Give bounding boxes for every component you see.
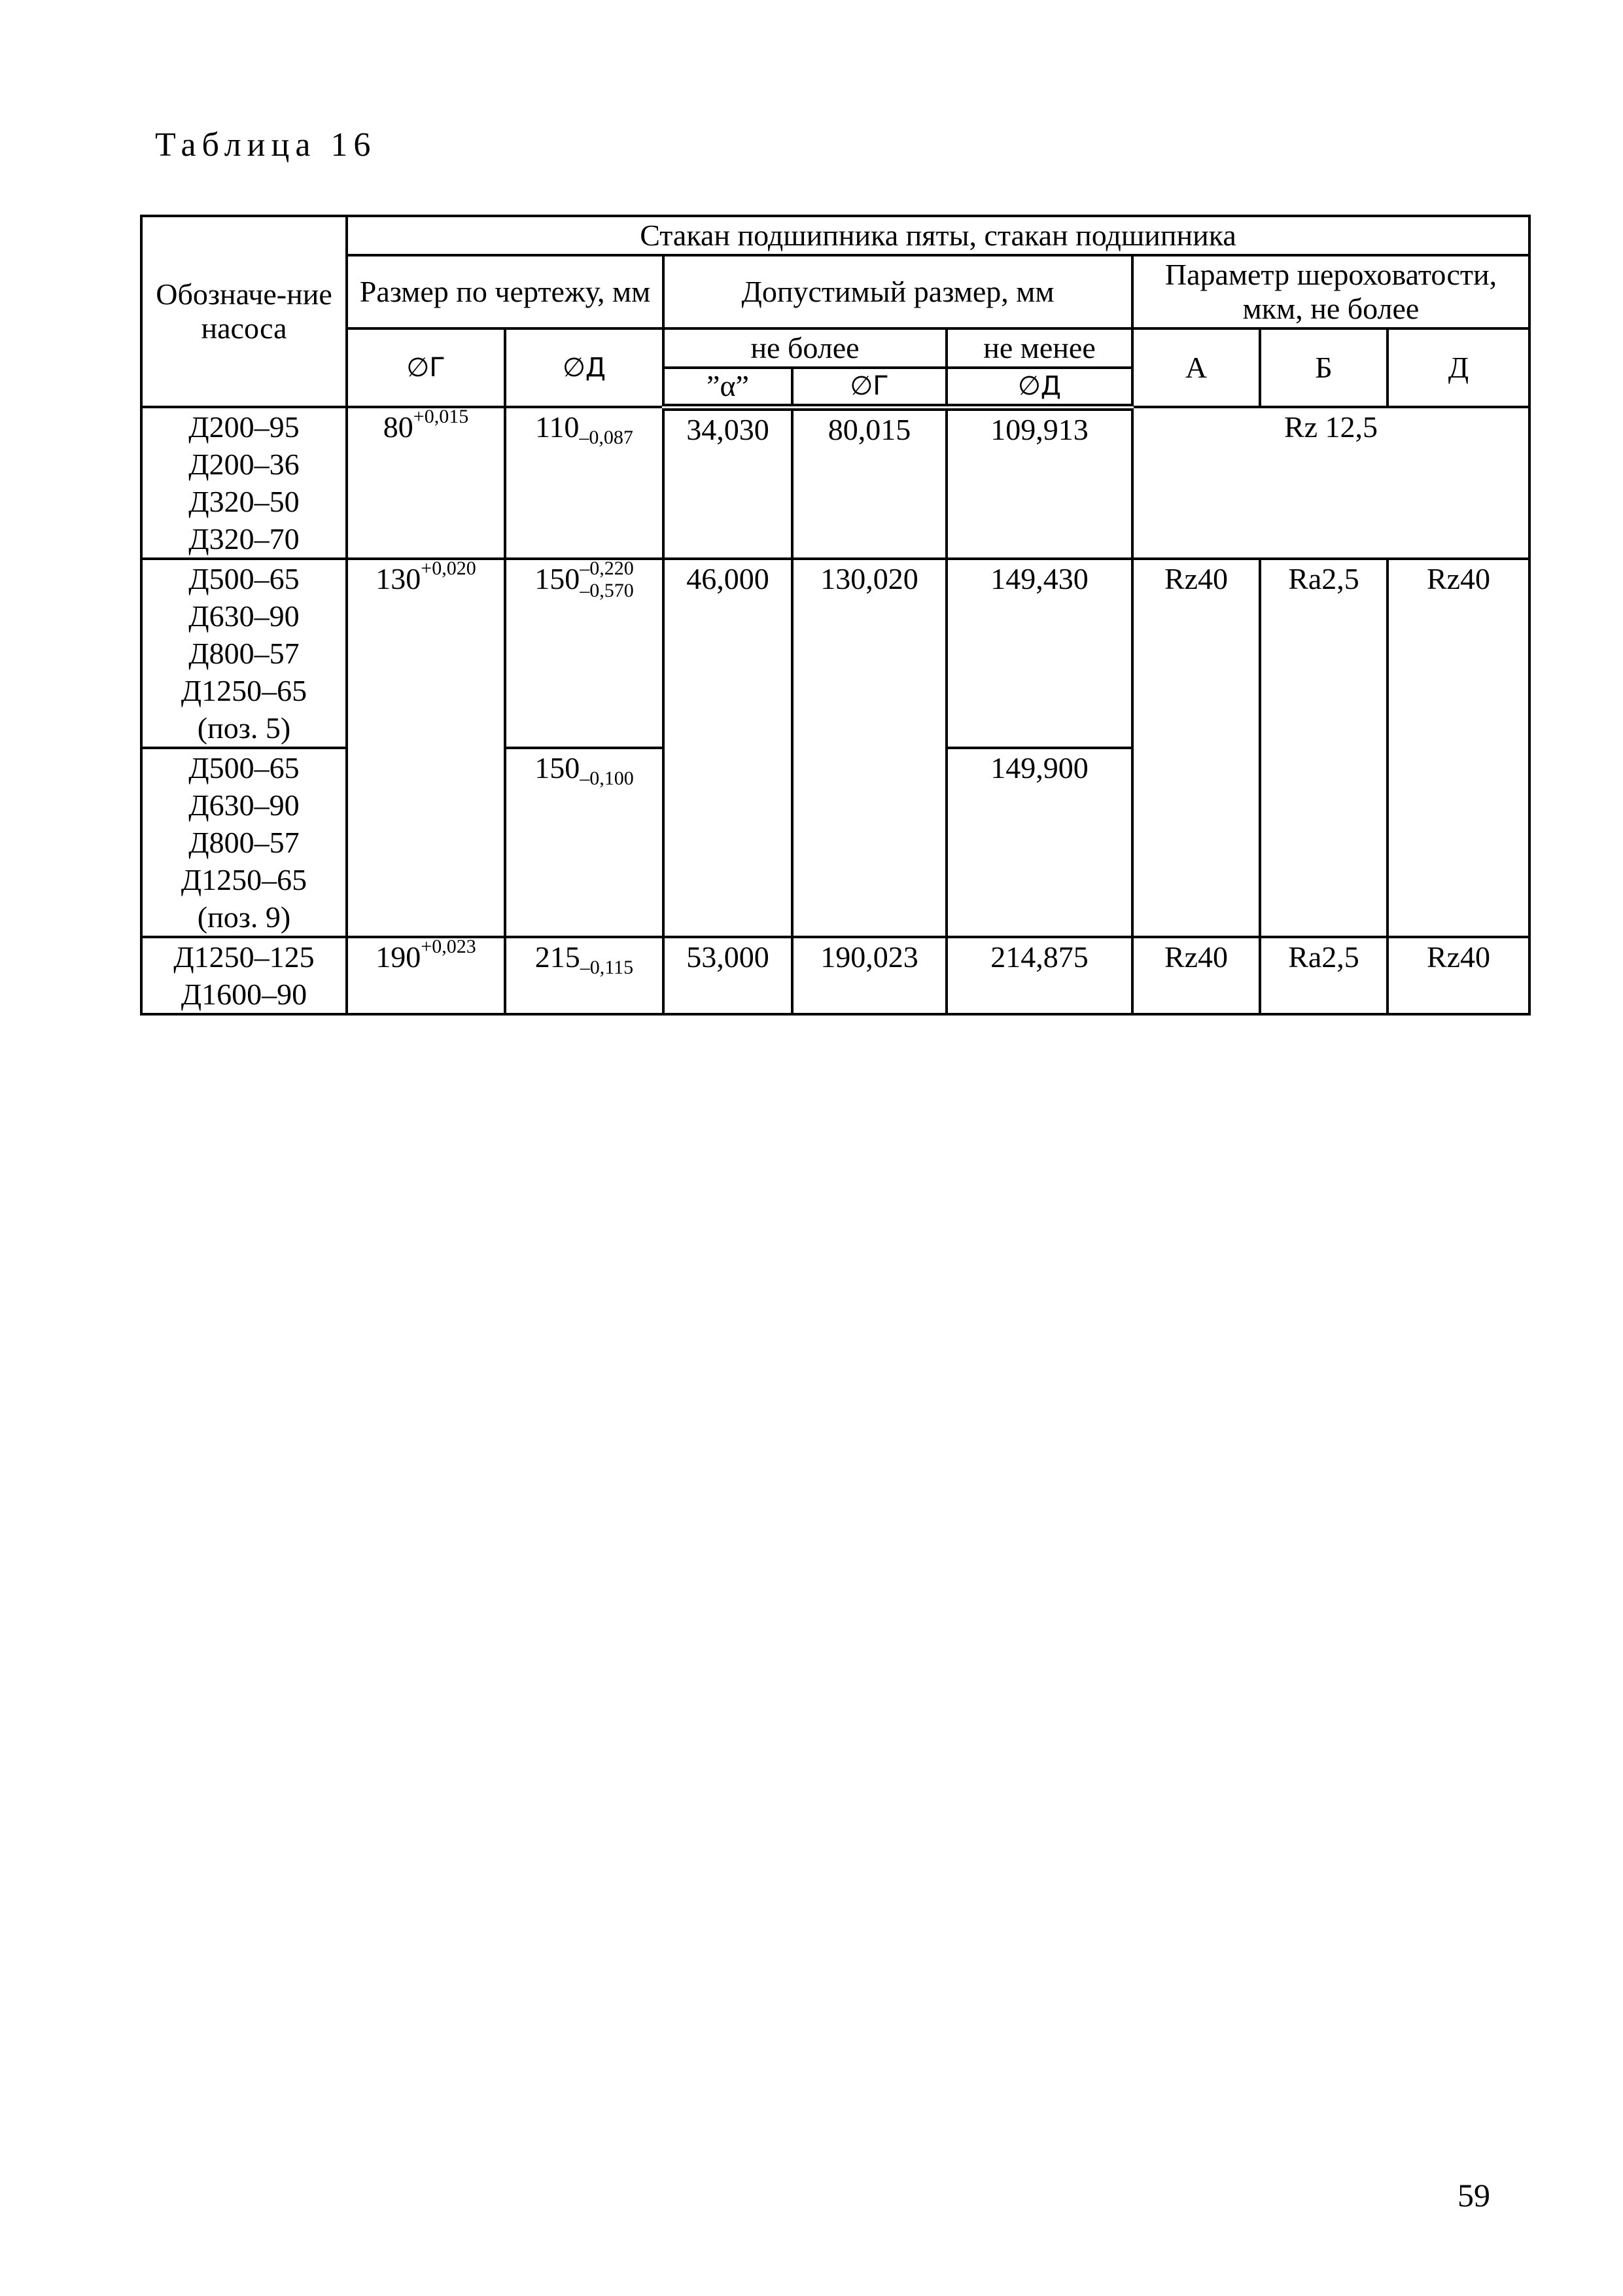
- pump-designation: Д800–57: [188, 637, 300, 670]
- header-roughness: Параметр шероховатости, мкм, не более: [1132, 255, 1529, 328]
- g-base: 130: [375, 562, 421, 595]
- g-max-cell: 130,020: [792, 559, 947, 937]
- pump-designation: Д320–50: [188, 485, 300, 518]
- g-drawing-cell: [347, 937, 505, 1014]
- g-max-cell: 80,015: [792, 407, 947, 559]
- pump-designation: Д500–65: [188, 562, 300, 595]
- alpha-cell: 34,030: [663, 407, 792, 559]
- pump-designation: Д800–57: [188, 826, 300, 859]
- header-not-less: не менее: [947, 328, 1132, 368]
- header-sub-dd: Д: [1387, 328, 1529, 407]
- header-sub-g: ∅Г: [347, 328, 505, 407]
- d-base: 150: [534, 562, 580, 595]
- d-drawing-cell: [505, 937, 663, 1014]
- d-tolerance-lower: –0,570: [580, 580, 634, 601]
- header-sub-g2: ∅Г: [792, 368, 947, 407]
- d-tolerance-upper: –0,220: [580, 557, 634, 579]
- roughness-a-cell: Rz40: [1132, 937, 1260, 1014]
- roughness-d-cell: Rz40: [1387, 559, 1529, 937]
- d-tolerance: –0,087: [579, 427, 633, 448]
- header-sub-d2: ∅Д: [947, 368, 1132, 407]
- bearing-housing-table: [140, 215, 1531, 1016]
- d-drawing-cell: [505, 559, 663, 748]
- pump-designation: Д320–70: [188, 522, 300, 556]
- pump-designation: Д200–95: [188, 410, 300, 444]
- header-sub-b: Б: [1260, 328, 1387, 407]
- d-base: 110: [535, 410, 580, 444]
- d-base: 150: [534, 751, 580, 785]
- d-tolerance: –0,115: [580, 957, 634, 978]
- d-drawing-cell: [505, 407, 663, 559]
- designation-cell: [141, 937, 347, 1014]
- pump-designation: Д500–65: [188, 751, 300, 785]
- designation-cell: [141, 559, 347, 748]
- g-tolerance: +0,020: [421, 557, 476, 579]
- pump-designation: Д1250–125: [173, 940, 315, 974]
- roughness-d-cell: Rz40: [1387, 937, 1529, 1014]
- roughness-cell: Rz 12,5: [1132, 407, 1529, 559]
- d-tolerance-pair: [580, 557, 634, 602]
- header-not-more: не более: [663, 328, 947, 368]
- roughness-b-cell: Ra2,5: [1260, 559, 1387, 937]
- d-min-cell: 109,913: [947, 407, 1132, 559]
- header-sub-alpha: ”α”: [663, 368, 792, 407]
- pump-designation: Д1600–90: [181, 978, 307, 1011]
- pump-designation: (поз. 9): [197, 900, 291, 934]
- g-max-cell: 190,023: [792, 937, 947, 1014]
- alpha-cell: 46,000: [663, 559, 792, 937]
- d-drawing-cell: [505, 748, 663, 937]
- header-designation: Обозначе-ние насоса: [141, 216, 347, 407]
- g-base: 190: [375, 940, 421, 974]
- pump-designation: Д200–36: [188, 448, 300, 481]
- header-sub-d: ∅Д: [505, 328, 663, 407]
- d-min-cell: 149,900: [947, 748, 1132, 937]
- g-tolerance: +0,023: [421, 936, 476, 957]
- g-base: 80: [383, 410, 413, 444]
- designation-cell: [141, 748, 347, 937]
- roughness-b-cell: Ra2,5: [1260, 937, 1387, 1014]
- designation-cell: [141, 407, 347, 559]
- g-drawing-cell: [347, 407, 505, 559]
- pump-designation: Д1250–65: [181, 863, 307, 896]
- g-drawing-cell: [347, 559, 505, 937]
- pump-designation: (поз. 5): [197, 711, 291, 745]
- header-allowed-size: Допустимый размер, мм: [663, 255, 1132, 328]
- header-group-title: Стакан подшипника пяты, стакан подшипника: [347, 216, 1529, 255]
- header-sub-a: А: [1132, 328, 1260, 407]
- pump-designation: Д630–90: [188, 599, 300, 633]
- pump-designation: Д1250–65: [181, 674, 307, 707]
- alpha-cell: 53,000: [663, 937, 792, 1014]
- table-caption: Таблица 16: [155, 126, 377, 164]
- pump-designation: Д630–90: [188, 788, 300, 822]
- d-tolerance: –0,100: [580, 768, 634, 789]
- header-drawing-size: Размер по чертежу, мм: [347, 255, 663, 328]
- d-min-cell: 214,875: [947, 937, 1132, 1014]
- roughness-a-cell: Rz40: [1132, 559, 1260, 937]
- d-base: 215: [534, 940, 580, 974]
- d-min-cell: 149,430: [947, 559, 1132, 748]
- g-tolerance: +0,015: [413, 406, 469, 427]
- page-number: 59: [1457, 2177, 1490, 2214]
